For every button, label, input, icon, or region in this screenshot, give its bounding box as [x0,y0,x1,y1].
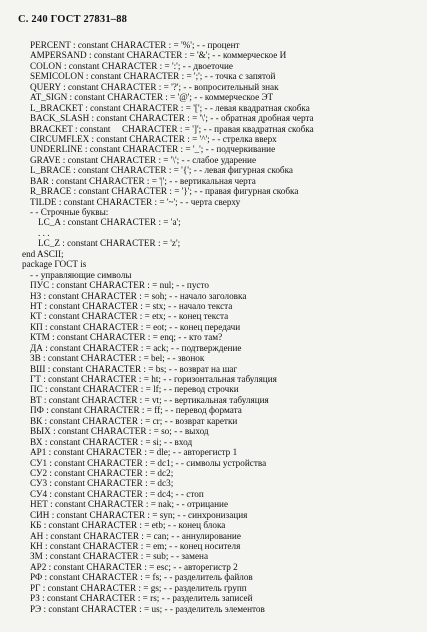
code-line: РЭ : constant CHARACTER : = us; - - разделитель элементов [30,603,265,614]
code-line: PERCENT : constant CHARACTER : = '%'; - - процент [30,40,240,50]
code-line: UNDERLINE : constant CHARACTER : = '_'; - - подчеркивание [30,144,276,155]
code-line: РФ : constant CHARACTER : = fs; - - разделитель файлов [30,572,253,583]
code-line: ВШ : constant CHARACTER : = bs; - - возврат на шаг [30,363,238,374]
code-line: ВЫХ : constant CHARACTER : = so; - - выход [30,426,209,437]
code-line: КТМ : constant CHARACTER : = enq; - - кто там? [30,332,223,343]
code-line: BAR : constant CHARACTER : = '|'; - - вертикальная черта [30,175,256,186]
code-line: КТ : constant CHARACTER : = etx; - - конец текста [30,311,229,322]
code-line: BACK_SLASH : constant CHARACTER : = '\'; - - обратная дробная черта [30,113,314,124]
code-line: НЗ : constant CHARACTER : = soh; - - начало заголовка [30,290,247,301]
page-header: С. 240 ГОСТ 27831–88 [18,14,128,25]
code-line: НТ : constant CHARACTER : = stx; - - начало текста [30,300,233,311]
code-line: ВК : constant CHARACTER : = cr; - - возврат каретки [30,415,238,426]
code-line: СУ4 : constant CHARACTER : = dc4; - - стоп [30,488,204,499]
code-line: КБ : constant CHARACTER : = etb; - - конец блока [30,520,226,531]
code-line: - - Строчные буквы: [30,207,109,217]
code-line: АР2 : constant CHARACTER : = esc; - - авторегистр 2 [30,561,238,572]
code-line: АН : constant CHARACTER : = can; - - аннулирование [30,530,241,541]
code-line: КП : constant CHARACTER : = eot; - - конец передачи [30,321,241,332]
code-line: ПФ : constant CHARACTER : = ff; - - перевод формата [30,405,242,416]
code-line: - - управляющие символы [30,269,132,280]
code-line: COLON : constant CHARACTER : = ':'; - - двоеточие [30,60,233,71]
code-listing [22,40,421,614]
code-line: ГТ : constant CHARACTER : = ht; - - горизонтальная табуляция [30,374,277,384]
code-line: КН : constant CHARACTER : = em; - - конец носителя [30,541,241,551]
code-line: GRAVE : constant CHARACTER : = '\'; - - слабое ударение [30,154,257,165]
code-line: end ASCII; [22,248,64,259]
code-line: ПС : constant CHARACTER : = lf; - - перевод строчки [30,384,239,395]
code-line: ВТ : constant CHARACTER : = vt; - - вертикальная табуляция [30,394,269,405]
code-line: ДА : constant CHARACTER : = ack; - - подтверждение [30,342,242,353]
code-line: BRACKET : constant CHARACTER : = ']'; - - правая квадратная скобка [30,123,314,134]
code-line: QUERY : constant CHARACTER : = '?'; - - вопросительный знак [30,81,279,92]
code-line: ВХ : constant CHARACTER : = si; - - вход [30,436,193,447]
code-line: СУ2 : constant CHARACTER : = dc2; [30,467,174,478]
code-line: LC_A : constant CHARACTER : = 'a'; [38,217,181,228]
code-line: SEMICOLON : constant CHARACTER : = ';'; - - точка с запятой [30,71,276,82]
code-line: R_BRACE : constant CHARACTER : = '}'; - - правая фигурная скобка [30,186,299,197]
code-line: АР1 : constant CHARACTER : = dle; - - авторегистр 1 [30,447,238,458]
code-line: ЗВ : constant CHARACTER : = bel; - - звонок [30,353,205,364]
code-line: AT_SIGN : constant CHARACTER : = '@'; - - коммерческое ЭТ [30,92,274,103]
code-line: ПУС : constant CHARACTER : = nul; - - пусто [30,280,209,291]
code-line: package ГОСТ is [22,259,87,270]
code-line: РЗ : constant CHARACTER : = rs; - - разделитель записей [30,593,253,604]
code-line: СИН : constant CHARACTER : = syn; - - синхронизация [30,509,248,520]
code-line: CIRCUMFLEX : constant CHARACTER : = '^'; - - стрелка вверх [30,133,277,144]
code-line: РГ : constant CHARACTER : = gs; - - разделитель групп [30,582,247,593]
code-line: TILDE : constant CHARACTER : = '~'; - - черта сверху [30,196,241,207]
code-line: AMPERSAND : constant CHARACTER : = '&'; - - коммерческое И [30,50,287,61]
code-line: LC_Z : constant CHARACTER : = 'z'; [38,238,181,249]
code-line: СУ1 : constant CHARACTER : = dc1; - - символы устройства [30,457,267,468]
code-line: НЕТ : constant CHARACTER : = nak; - - отрицание [30,499,229,510]
code-line: . . . [38,227,50,238]
code-line: СУ3 : constant CHARACTER : = dc3; [30,478,174,489]
code-line: L_BRACKET : constant CHARACTER : = '['; - - левая квадратная скобка [30,102,310,113]
code-line: ЗМ : constant CHARACTER : = sub; - - замена [30,551,209,562]
code-line: L_BRACE : constant CHARACTER : = '{'; - - левая фигурная скобка [30,165,294,176]
